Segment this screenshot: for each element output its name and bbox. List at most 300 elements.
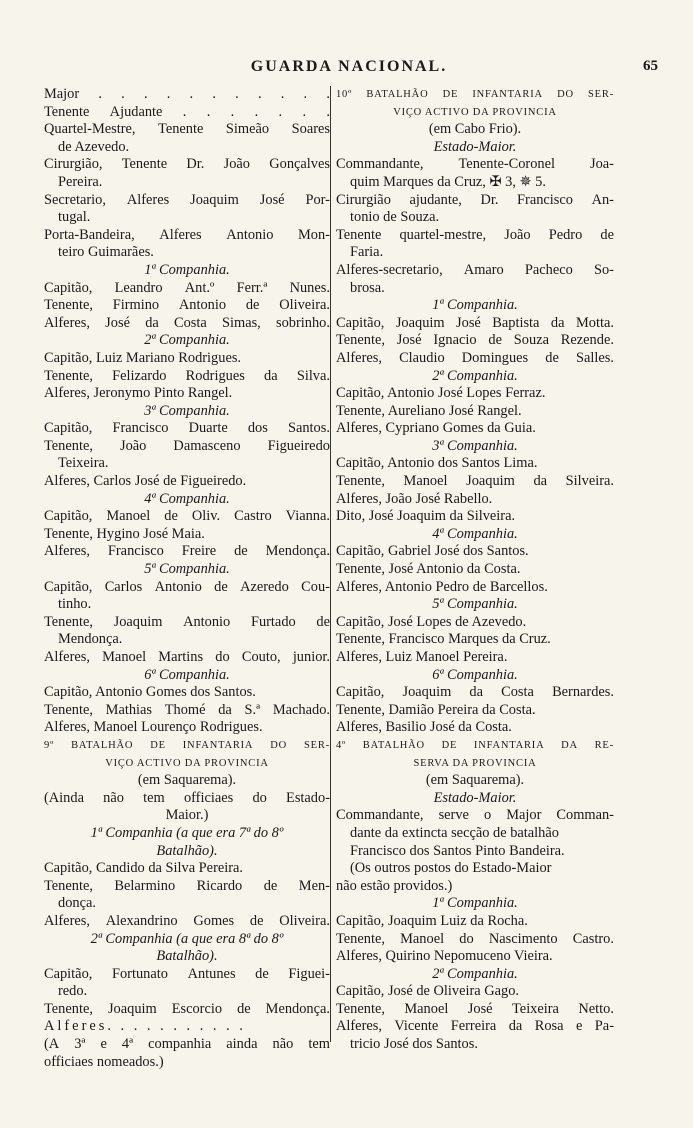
text-line: Capitão, Gabriel José dos Santos.: [336, 543, 529, 560]
word: Manoel: [403, 473, 448, 490]
word: Joaquim: [113, 613, 163, 630]
word: .: [278, 103, 283, 120]
word: Motta.: [575, 314, 614, 331]
word: José: [105, 314, 130, 331]
word: Figueiredo: [267, 437, 330, 454]
text-line: [44, 508, 330, 526]
text-line: Batalhão).: [156, 948, 218, 965]
text-line: Alferes, Antonio Pedro de Barcellos.: [336, 578, 548, 595]
text-line: 2ª Companhia (a que era 8ª do 8º: [90, 930, 284, 947]
word: Castro.: [572, 930, 614, 947]
word: Antonio: [178, 297, 227, 314]
word: da: [218, 701, 232, 718]
word: Baptista: [492, 314, 540, 331]
word: Secretario,: [44, 191, 106, 208]
word: Belarmino: [114, 877, 176, 894]
word: e: [575, 1018, 583, 1035]
word: 3ª: [74, 1036, 86, 1053]
text-line: [336, 737, 614, 755]
word: DA: [561, 739, 578, 751]
word: de: [237, 1000, 251, 1017]
word: Joaquim: [190, 191, 239, 208]
word: Vianna.: [285, 508, 330, 525]
word: Escorcio: [171, 1000, 223, 1017]
word: Joaquim: [466, 473, 515, 490]
text-line: 3ª Companhia.: [432, 437, 518, 454]
text-line: de Azevedo.: [58, 138, 130, 155]
word: Tenente,: [336, 473, 385, 490]
text-line: [44, 1036, 330, 1054]
word: Alferes,: [44, 649, 90, 665]
word: tem: [143, 789, 165, 806]
word: Francisco: [112, 420, 169, 437]
word: Capitão,: [44, 420, 93, 437]
word: DE: [442, 89, 459, 100]
text-line: [44, 315, 330, 333]
word: Major: [506, 807, 542, 824]
text-line: VIÇO ACTIVO DA PROVINCIA: [393, 106, 557, 118]
word: Ferr.ª: [236, 279, 268, 296]
word: Claudio: [399, 349, 445, 366]
word: Mon-: [297, 226, 330, 243]
word: Tenente,: [336, 930, 385, 947]
word: Dr.: [480, 191, 499, 208]
text-line: tinho.: [58, 596, 92, 613]
word: não: [103, 789, 124, 806]
word: Joaquim: [402, 684, 452, 701]
text-line: (em Saquarema).: [425, 772, 525, 789]
text-line: [44, 121, 330, 139]
word: Amaro: [463, 261, 504, 278]
text-line: [44, 280, 330, 298]
text-line: [336, 192, 614, 210]
word: de: [316, 613, 330, 630]
text-line: Tenente, Damião Pereira da Costa.: [336, 701, 536, 718]
word: Tenente-Coronel: [458, 156, 556, 173]
page-title: GUARDA NACIONAL.: [250, 58, 448, 75]
word: Tenente,: [44, 367, 93, 384]
text-line: VIÇO ACTIVO DA PROVINCIA: [105, 757, 269, 769]
text-line: [44, 966, 330, 984]
text-line: Capitão, Candido da Silva Pereira.: [44, 860, 244, 877]
text-line: Faria.: [350, 244, 384, 261]
text-line: Capitão, Antonio José Lopes Ferraz.: [336, 385, 546, 402]
word: Bernardes.: [552, 684, 614, 701]
word: .: [254, 103, 259, 120]
word: Tenente: [44, 103, 90, 120]
word: INFANTARIA: [473, 739, 545, 751]
text-line: 4ª Companhia.: [432, 525, 518, 542]
word: Nascimento: [488, 930, 558, 947]
word: João: [504, 226, 531, 243]
text-line: Alferes, Quirino Nepomuceno Vieira.: [336, 948, 553, 965]
word: DE: [150, 739, 166, 751]
word: .: [230, 103, 235, 120]
text-line: não estão providos.): [336, 877, 453, 894]
word: e: [100, 1036, 107, 1053]
text-line: [44, 438, 330, 456]
word: Joa-: [590, 156, 614, 173]
word: Tenente,: [44, 1000, 93, 1017]
text-line: [44, 1001, 330, 1019]
word: Tenente,: [44, 613, 93, 630]
word: quartel-mestre,: [399, 226, 487, 243]
word: Teixeira: [512, 1000, 559, 1017]
text-line: Estado-Maior.: [433, 138, 517, 155]
text-line: 6ª Companhia.: [432, 666, 518, 683]
word: INFANTARIA: [182, 739, 254, 751]
word: de: [255, 965, 269, 982]
word: .: [121, 86, 125, 102]
word: SER-: [588, 89, 614, 100]
word: Fortunato: [111, 965, 168, 982]
word: Tenente,: [44, 701, 93, 718]
text-line: [336, 227, 614, 245]
text-line: Mendonça.: [58, 631, 123, 648]
text-line: Alferes, Basilio José da Costa.: [336, 719, 512, 736]
word: (A: [44, 1036, 60, 1053]
text-line: [44, 614, 330, 632]
word: BATALHÃO: [366, 89, 429, 100]
word: Salles.: [575, 349, 614, 366]
word: Pacheco: [524, 261, 573, 278]
text-line: Estado-Maior.: [433, 789, 517, 806]
word: .: [302, 103, 307, 120]
word: dos: [247, 420, 268, 437]
word: Rezende.: [560, 332, 614, 349]
word: .: [143, 86, 148, 102]
word: 10º: [336, 89, 353, 100]
word: da: [145, 314, 159, 331]
word: .: [280, 86, 285, 102]
text-line: Capitão, Antonio Gomes dos Santos.: [44, 684, 256, 701]
word: ainda: [226, 1036, 258, 1053]
word: Men-: [298, 877, 330, 894]
text-line: [44, 913, 330, 931]
word: Tenente: [336, 226, 382, 243]
text-line: [336, 156, 614, 174]
word: S.ª: [244, 701, 261, 718]
word: Oliveira.: [279, 912, 330, 929]
word: Estado-: [286, 789, 330, 806]
word: Por-: [305, 191, 330, 208]
word: .: [182, 103, 187, 120]
text-line: [44, 156, 330, 174]
text-line: [336, 262, 614, 280]
word: SER-: [304, 739, 330, 751]
text-line: tricio José dos Santos.: [350, 1036, 478, 1053]
word: Costa: [501, 684, 534, 701]
word: Oliveira.: [279, 297, 330, 314]
word: Tenente: [121, 156, 168, 173]
text-line: 2ª Companhia.: [144, 332, 230, 349]
text-line: Teixeira.: [58, 455, 109, 472]
text-line: SERVA DA PROVINCIA: [413, 757, 537, 769]
word: Alferes,: [336, 1018, 382, 1035]
text-line: Alferes, João José Rabello.: [336, 490, 493, 507]
word: BATALHÃO: [362, 739, 425, 751]
word: do: [252, 789, 267, 806]
word: Porta-Bandeira,: [44, 226, 135, 243]
text-line: [44, 297, 330, 315]
word: Costa: [174, 314, 207, 331]
word: Commandante,: [336, 807, 424, 824]
text-line: tonio de Souza.: [350, 209, 440, 226]
text-line: Francisco dos Santos Pinto Bandeira.: [350, 842, 565, 859]
text-line: 2ª Companhia.: [432, 965, 518, 982]
text-line: donça.: [58, 895, 96, 912]
text-line: [336, 807, 614, 825]
word: 9º: [44, 739, 55, 751]
text-line: [44, 702, 330, 720]
word: Couto,: [241, 649, 281, 665]
word: ajudante,: [409, 191, 462, 208]
word: de: [245, 297, 260, 314]
word: Commandante,: [336, 156, 424, 173]
word: .: [98, 86, 102, 102]
word: Ferreira: [450, 1018, 497, 1035]
word: RE-: [594, 739, 614, 751]
text-line: Dito, José Joaquim da Silveira.: [336, 508, 516, 525]
word: Tenente: [158, 121, 204, 138]
word: da: [264, 367, 278, 384]
word: Alferes: [159, 226, 202, 243]
text-line: [44, 227, 330, 245]
word: .: [303, 86, 308, 102]
word: .: [235, 86, 239, 102]
text-line: (em Saquarema).: [137, 772, 237, 789]
text-line: Tenente, José Antonio da Costa.: [336, 561, 521, 578]
word: do: [459, 930, 474, 947]
word: Antonio: [226, 226, 274, 243]
word: Felizardo: [112, 367, 167, 384]
word: João: [119, 437, 147, 454]
text-line: teiro Guimarães.: [58, 244, 154, 261]
word: Thomé: [164, 701, 206, 718]
text-line: 4ª Companhia.: [144, 490, 230, 507]
text-line: tugal.: [58, 209, 91, 226]
word: BATALHÃO: [71, 739, 134, 751]
text-line: [336, 1018, 614, 1036]
word: .: [257, 86, 262, 102]
text-line: officiaes nomeados.): [44, 1053, 164, 1070]
text-line: 3ª Companhia.: [144, 402, 230, 419]
text-line: Capitão, Luiz Mariano Rodrigues.: [44, 349, 242, 366]
text-line: Alferes, Luiz Manoel Pereira.: [336, 649, 508, 665]
word: .: [206, 103, 211, 120]
word: Comman-: [556, 807, 614, 824]
text-line: [44, 86, 330, 104]
text-line: [44, 878, 330, 896]
word: Alferes-secretario,: [336, 261, 443, 278]
word: DE: [441, 739, 458, 751]
text-line: 5ª Companhia.: [144, 561, 230, 578]
page-number: 65: [643, 58, 658, 74]
text-line: (Os outros postos do Estado-Maior: [350, 860, 552, 877]
text-line: [44, 192, 330, 210]
word: So-: [593, 261, 614, 278]
word: da: [533, 473, 548, 490]
text-line: [336, 315, 614, 333]
word: Firmino: [112, 297, 160, 314]
text-line: [44, 104, 330, 122]
word: José: [467, 1000, 493, 1017]
word: de: [545, 349, 559, 366]
word: Capitão,: [336, 684, 385, 701]
word: Oliv.: [191, 508, 221, 525]
word: Manoel: [400, 930, 445, 947]
word: Martins: [158, 649, 204, 665]
word: Alferes: [126, 191, 170, 208]
word: Quartel-Mestre,: [44, 121, 136, 138]
text-line: Alferes, Jeronymo Pinto Rangel.: [44, 385, 233, 402]
text-line: brosa.: [350, 279, 385, 296]
word: de: [214, 578, 228, 595]
word: Francisco: [107, 543, 164, 560]
word: serve: [438, 807, 469, 824]
word: Francisco: [517, 191, 573, 208]
word: Capitão,: [44, 578, 93, 595]
text-line: [44, 420, 330, 438]
text-line: Maior.): [165, 807, 209, 824]
word: Rodrigues: [185, 367, 245, 384]
word: Joaquim: [395, 314, 445, 331]
word: Mendonça.: [265, 543, 330, 560]
word: Rosa: [534, 1018, 564, 1035]
word: Tenente,: [44, 297, 93, 314]
text-line: [44, 579, 330, 597]
word: Capitão,: [336, 314, 385, 331]
word: .: [212, 86, 216, 102]
word: Castro: [234, 508, 272, 525]
word: An-: [591, 191, 614, 208]
word: 4ª: [121, 1036, 134, 1053]
text-line: 2ª Companhia.: [432, 367, 518, 384]
text-line: 1ª Companhia.: [432, 895, 518, 912]
word: de: [263, 877, 278, 894]
word: Duarte: [188, 420, 228, 437]
word: Figuei-: [288, 965, 330, 982]
word: de: [488, 332, 502, 349]
running-header: [40, 58, 658, 82]
word: Alferes,: [336, 349, 382, 366]
text-line: Tenente, Aureliano José Rangel.: [336, 402, 522, 419]
word: Capitão,: [44, 508, 93, 525]
text-line: [44, 368, 330, 386]
text-line: [336, 684, 614, 702]
word: Leandro: [114, 279, 163, 296]
text-line: [336, 350, 614, 368]
text-line: Alferes, Carlos José de Figueiredo.: [44, 473, 247, 490]
word: Silveira.: [565, 473, 614, 490]
right-column: [336, 86, 614, 1054]
word: da: [508, 1018, 523, 1035]
word: Gomes: [193, 912, 235, 929]
word: companhia: [148, 1036, 212, 1053]
word: Soares: [291, 121, 330, 138]
text-line: 1ª Companhia.: [144, 261, 230, 278]
column-divider: [330, 86, 331, 1042]
text-line: Capitão, Antonio dos Santos Lima.: [336, 455, 538, 472]
word: Antonio: [154, 578, 202, 595]
word: Netto.: [578, 1000, 614, 1017]
text-line: Tenente, Hygino José Maia.: [44, 525, 205, 542]
text-line: [336, 1001, 614, 1019]
text-line: Alferes. . . . . . . . . . .: [44, 1018, 246, 1035]
word: Santos.: [287, 420, 330, 437]
word: Damasceno: [173, 437, 241, 454]
word: Alferes,: [44, 314, 90, 331]
word: Carlos: [104, 578, 143, 595]
word: Ricardo: [196, 877, 243, 894]
text-line: Batalhão).: [156, 842, 218, 859]
text-line: [44, 737, 330, 755]
word: João: [223, 156, 250, 173]
text-line: [336, 86, 614, 104]
word: Ignacio: [433, 332, 477, 349]
text-line: dante da extincta secção de batalhão: [350, 824, 559, 841]
word: da: [550, 314, 565, 331]
word: tem: [308, 1036, 330, 1053]
text-line: 1ª Companhia.: [432, 297, 518, 314]
word: Mathias: [105, 701, 153, 718]
word: DO: [557, 89, 574, 100]
text-line: [44, 543, 330, 561]
word: sobrinho.: [276, 314, 330, 331]
word: Tenente,: [44, 437, 93, 454]
text-line: quim Marques da Cruz, ✠ 3, ✵ 5.: [350, 173, 546, 190]
word: Silva.: [296, 367, 330, 384]
word: Alferes,: [44, 912, 90, 929]
word: Tenente,: [336, 1000, 385, 1017]
word: Domingues: [461, 349, 529, 366]
word: Vicente: [394, 1018, 439, 1035]
text-line: Alferes, Cypriano Gomes da Guia.: [336, 420, 536, 437]
word: (Ainda: [44, 789, 84, 806]
word: do: [215, 649, 230, 665]
word: o: [483, 807, 492, 824]
word: Major: [44, 86, 80, 102]
text-line: Capitão, José Lopes de Azevedo.: [336, 613, 527, 630]
word: Simeão: [225, 121, 270, 138]
word: Simas,: [222, 314, 261, 331]
word: .: [166, 86, 171, 102]
word: Tenente,: [336, 332, 385, 349]
word: José: [396, 332, 422, 349]
text-line: Pereira.: [58, 173, 103, 190]
word: Pedro: [548, 226, 583, 243]
word: junior.: [292, 649, 330, 665]
word: Gonçalves: [269, 156, 330, 173]
word: Ajudante: [109, 103, 163, 120]
word: de: [600, 226, 614, 243]
word: Capitão,: [44, 279, 93, 296]
word: Alexandrino: [105, 912, 178, 929]
word: Cirurgião: [336, 191, 391, 208]
text-line: (em Cabo Frio).: [428, 121, 522, 138]
word: Pa-: [594, 1018, 614, 1035]
word: de: [249, 912, 264, 929]
word: Mendonça.: [265, 1000, 330, 1017]
word: officiaes: [183, 789, 234, 806]
word: .: [326, 86, 330, 102]
word: Azeredo: [240, 578, 289, 595]
word: .: [189, 86, 194, 102]
word: Nunes.: [289, 279, 330, 296]
text-line: Tenente, Francisco Marques da Cruz.: [336, 631, 551, 648]
word: .: [326, 103, 330, 120]
word: Manoel: [106, 508, 151, 525]
